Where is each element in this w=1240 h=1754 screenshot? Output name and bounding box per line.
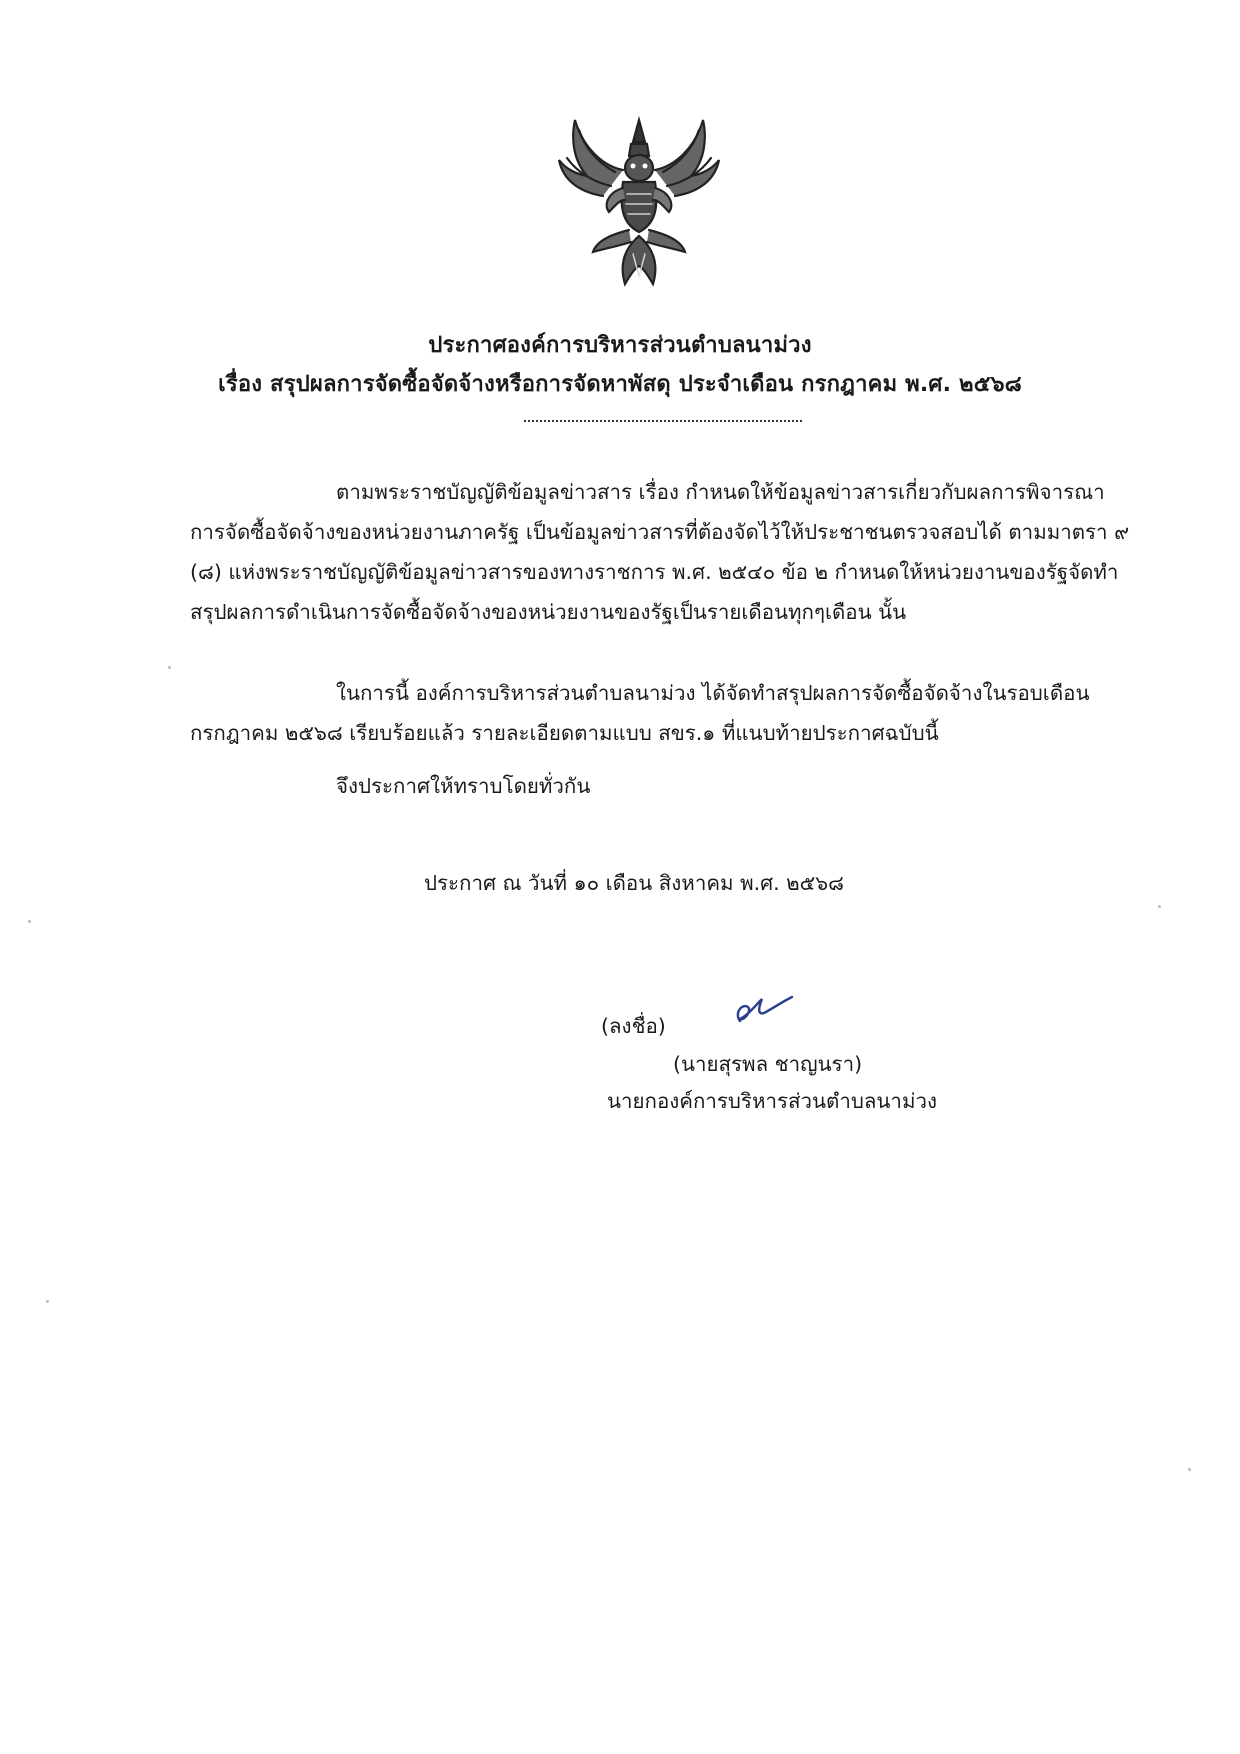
announcement-subject: เรื่อง สรุปผลการจัดซื้อจัดจ้างหรือการจัดหาพัสดุ ประจำเดือน กรกฎาคม พ.ศ. ๒๕๖๘ [218, 372, 1022, 397]
announcement-title: ประกาศองค์การบริหารส่วนตำบลนาม่วง [428, 333, 812, 358]
signatory-name: (นายสุรพล ชาญนรา) [673, 1052, 863, 1076]
scan-speck [168, 666, 171, 669]
scan-speck [1188, 1468, 1191, 1471]
paragraph-1-line-4: สรุปผลการดำเนินการจัดซื้อจัดจ้างของหน่วยงานของรัฐเป็นรายเดือนทุกๆเดือน นั้น [190, 600, 907, 624]
paragraph-1-line-3: (๘) แห่งพระราชบัญญัติข้อมูลข่าวสารของทางราชการ พ.ศ. ๒๕๔๐ ข้อ ๒ กำหนดให้หน่วยงานของรัฐจัดทำ [190, 560, 1119, 584]
signature-label: (ลงชื่อ) [601, 1014, 666, 1038]
closing-statement: จึงประกาศให้ทราบโดยทั่วกัน [336, 774, 591, 798]
signatory-position: นายกองค์การบริหารส่วนตำบลนาม่วง [607, 1089, 937, 1113]
paragraph-1-line-2: การจัดซื้อจัดจ้างของหน่วยงานภาครัฐ เป็นข้อมูลข่าวสารที่ต้องจัดไว้ให้ประชาชนตรวจสอบได้ ตามมาตรา ๙ [190, 520, 1130, 544]
scan-speck [46, 1300, 49, 1303]
announcement-date: ประกาศ ณ วันที่ ๑๐ เดือน สิงหาคม พ.ศ. ๒๕๖๘ [424, 871, 844, 895]
scan-speck [28, 920, 31, 923]
scan-speck [1158, 905, 1161, 908]
paragraph-2-line-2: กรกฎาคม ๒๕๖๘ เรียบร้อยแล้ว รายละเอียดตามแบบ สขร.๑ ที่แนบท้ายประกาศฉบับนี้ [190, 721, 939, 745]
paragraph-1-line-1: ตามพระราชบัญญัติข้อมูลข่าวสาร เรื่อง กำหนดให้ข้อมูลข่าวสารเกี่ยวกับผลการพิจารณา [336, 480, 1105, 504]
title-divider [524, 420, 802, 422]
handwritten-signature [728, 991, 796, 1027]
garuda-emblem-icon [553, 108, 725, 293]
paragraph-2-line-1: ในการนี้ องค์การบริหารส่วนตำบลนาม่วง ได้จัดทำสรุปผลการจัดซื้อจัดจ้างในรอบเดือน [336, 681, 1090, 705]
